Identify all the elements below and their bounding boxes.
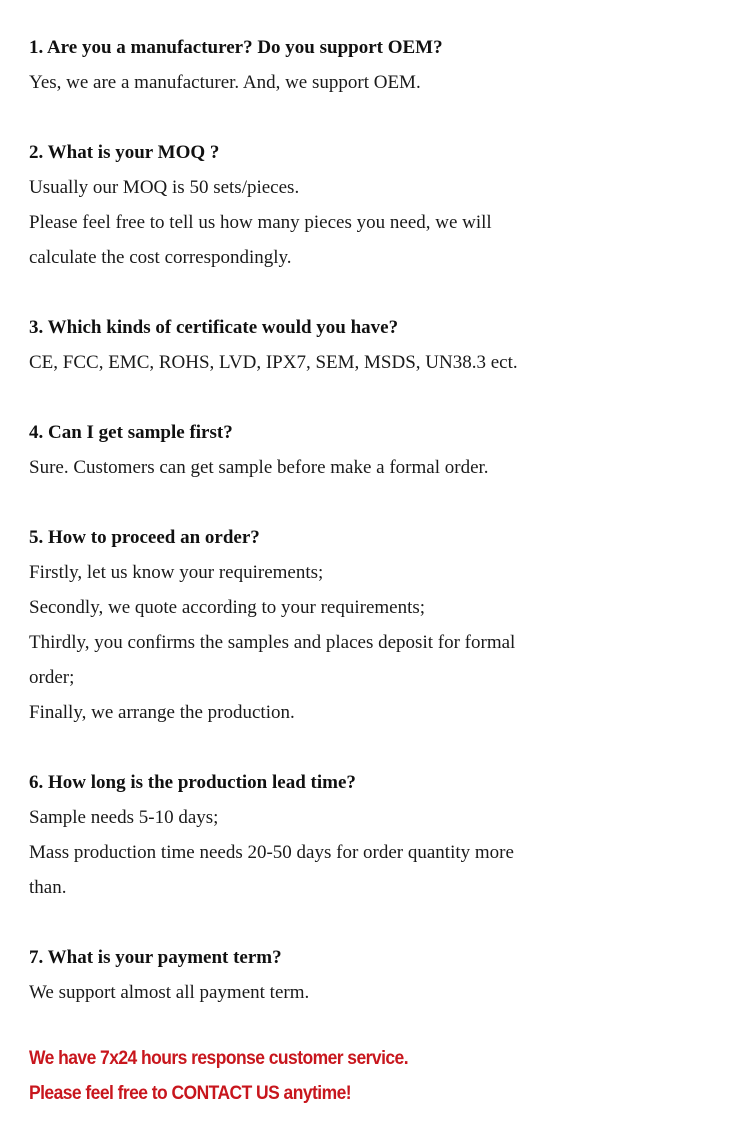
spacer [29,730,729,765]
faq-list [29,30,729,1010]
faq-answer-7-line-1: We support almost all payment term. [29,982,310,1003]
faq-answer-5-line-5: Finally, we arrange the production. [29,702,295,723]
faq-answer-6-line-1: Sample needs 5-10 days; [29,807,219,828]
faq-answer-1-line-1: Yes, we are a manufacturer. And, we support OEM. [29,72,421,93]
faq-question-5: 5. How to proceed an order? [29,527,260,548]
faq-answer-4-line-1: Sure. Customers can get sample before make a formal order. [29,457,489,478]
faq-answer-6-line-2: Mass production time needs 20-50 days for order quantity more [29,842,514,863]
faq-answer-5-line-1: Firstly, let us know your requirements; [29,562,324,583]
faq-question-6: 6. How long is the production lead time? [29,772,356,793]
faq-question-3: 3. Which kinds of certificate would you have? [29,317,399,338]
faq-answer-2-line-1: Usually our MOQ is 50 sets/pieces. [29,177,300,198]
contact-banner [29,1041,729,1111]
spacer [29,275,729,310]
spacer [29,380,729,415]
contact-us-notice: Please feel free to CONTACT US anytime! [29,1083,352,1104]
spacer [29,905,729,940]
faq-question-4: 4. Can I get sample first? [29,422,233,443]
spacer [29,100,729,135]
faq-question-2: 2. What is your MOQ ? [29,142,220,163]
faq-question-7: 7. What is your payment term? [29,947,282,968]
faq-answer-2-line-3: calculate the cost correspondingly. [29,247,292,268]
faq-answer-3-line-1: CE, FCC, EMC, ROHS, LVD, IPX7, SEM, MSDS, UN38.3 ect. [29,352,518,373]
faq-answer-2-line-2: Please feel free to tell us how many pieces you need, we will [29,212,492,233]
service-notice: We have 7x24 hours response customer service. [29,1048,409,1069]
faq-question-1: 1. Are you a manufacturer? Do you support OEM? [29,37,443,58]
faq-answer-5-line-2: Secondly, we quote according to your requirements; [29,597,426,618]
spacer [29,485,729,520]
faq-answer-6-line-3: than. [29,877,67,898]
faq-answer-5-line-3: Thirdly, you confirms the samples and places deposit for formal [29,632,516,653]
faq-answer-5-line-4: order; [29,667,75,688]
